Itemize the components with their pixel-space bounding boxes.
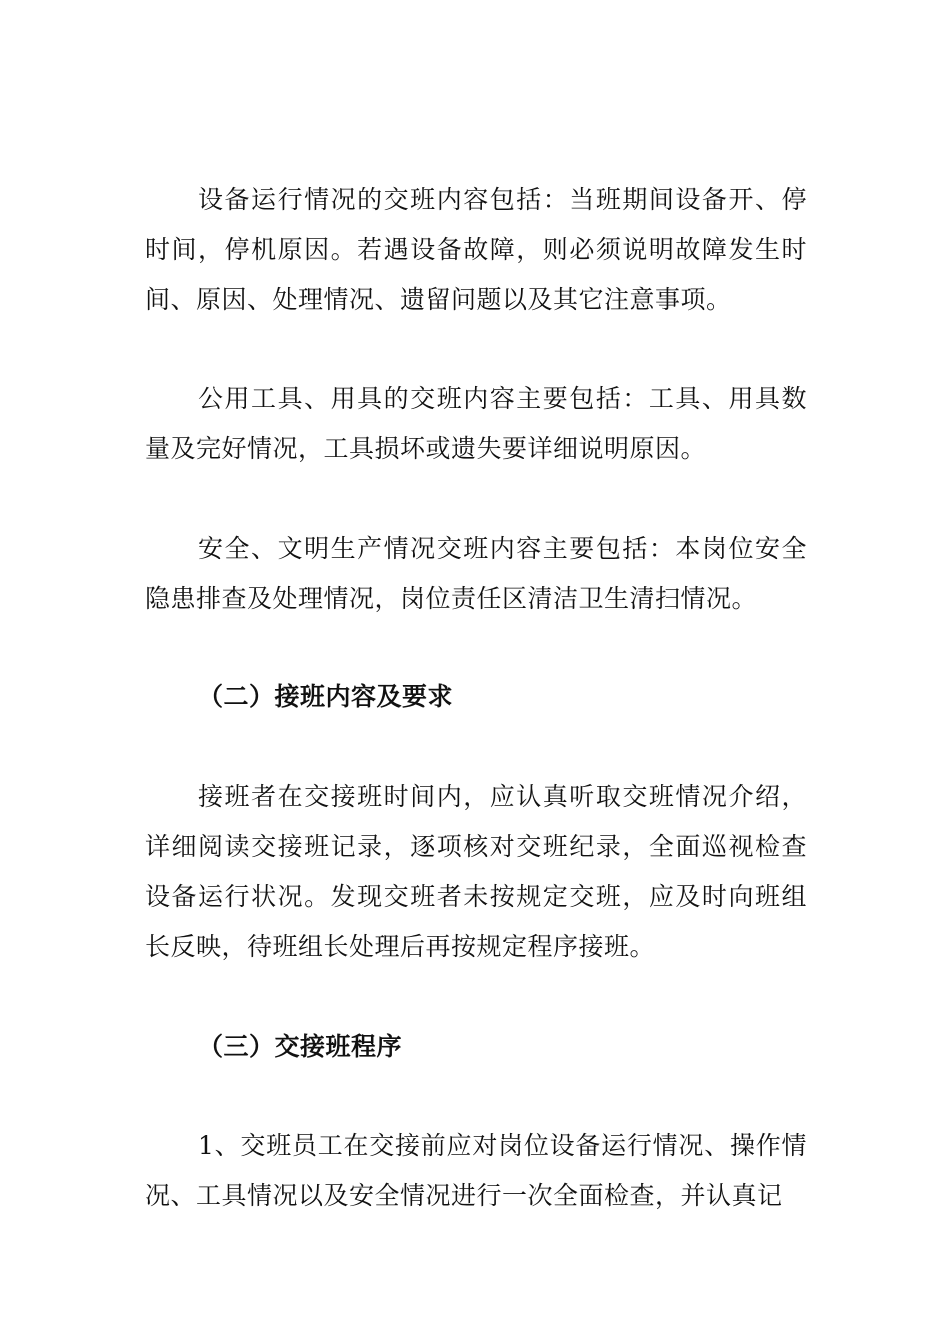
paragraph-takeover-requirements: 接班者在交接班时间内，应认真听取交班情况介绍，详细阅读交接班记录，逐项核对交班纪录，全面巡视检查设备运行状况。发现交班者未按规定交班，应及时向班组长反映，待班组长处理后再按规定程序接班。 <box>145 782 807 961</box>
section-heading-procedure: （三）交接班程序 <box>198 1032 403 1061</box>
paragraph-procedure-step-1: 1、交班员工在交接前应对岗位设备运行情况、操作情况、工具情况以及安全情况进行一次全面检查，并认真记 <box>145 1131 807 1210</box>
section-heading-takeover: （二）接班内容及要求 <box>198 682 454 711</box>
paragraph-equipment-handover: 设备运行情况的交班内容包括：当班期间设备开、停时间，停机原因。若遇设备故障，则必须说明故障发生时间、原因、处理情况、遗留问题以及其它注意事项。 <box>145 185 807 314</box>
paragraph-safety-handover: 安全、文明生产情况交班内容主要包括：本岗位安全隐患排查及处理情况，岗位责任区清洁卫生清扫情况。 <box>145 534 807 613</box>
paragraph-tools-handover: 公用工具、用具的交班内容主要包括：工具、用具数量及完好情况，工具损坏或遗失要详细说明原因。 <box>145 384 807 463</box>
